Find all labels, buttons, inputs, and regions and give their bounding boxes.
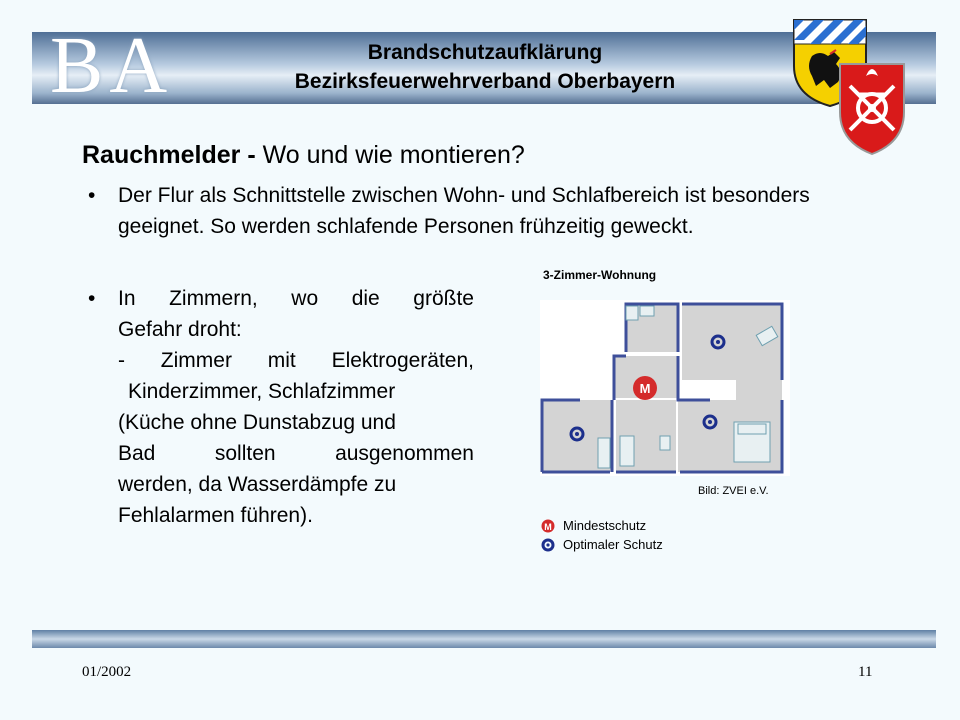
bullet-2-line: - Zimmer mit Elektrogeräten, — [118, 349, 474, 372]
slide-heading-rest: Wo und wie montieren? — [255, 141, 525, 169]
header-title — [200, 38, 770, 96]
minimum-marker-letter: M — [544, 521, 552, 532]
bullet-dot: • — [88, 287, 96, 310]
minimum-marker-icon — [541, 519, 555, 533]
bullet-2-line: Fehlalarmen führen). — [118, 504, 313, 527]
floorplan-label: 3-Zimmer-Wohnung — [543, 268, 657, 282]
optimal-marker-icon — [541, 538, 555, 552]
page-number: 11 — [858, 664, 873, 680]
bullet-1-text: Der Flur als Schnittstelle zwischen Wohn- und Schlafbereich ist besonders geeignet. So werden schlafende Personen frühzeitig geweckt. — [118, 184, 810, 238]
header-title-line2: Bezirksfeuerwehrverband Oberbayern — [294, 70, 676, 93]
footer-date: 01/2002 — [82, 664, 132, 680]
fire-brigade-emblem-icon — [836, 58, 908, 156]
legend-optimal-label: Optimaler Schutz — [563, 537, 663, 552]
slide-heading — [82, 141, 525, 170]
bullet-dot: • — [88, 184, 96, 207]
bullet-2-line: Bad sollten ausgenommen — [118, 442, 474, 465]
floorplan-image — [540, 300, 790, 476]
marker-minimum — [633, 376, 657, 400]
image-credit: Bild: ZVEI e.V. — [698, 485, 769, 497]
ba-logo: BA — [50, 22, 174, 110]
legend — [541, 516, 663, 554]
marker-minimum-letter: M — [639, 381, 651, 396]
bullet-2-line: In Zimmern, wo die größte — [118, 287, 474, 310]
slide-heading-bold: Rauchmelder - — [82, 141, 256, 169]
legend-minimum-label: Mindestschutz — [563, 518, 647, 533]
bullet-2-line: werden, da Wasserdämpfe zu — [118, 473, 397, 496]
bullet-2-line: Kinderzimmer, Schlafzimmer — [128, 380, 396, 403]
bullet-2-line: (Küche ohne Dunstabzug und — [118, 411, 396, 434]
header-title-line1: Brandschutzaufklärung — [367, 41, 603, 64]
bullet-1 — [88, 180, 878, 242]
footer-band — [32, 630, 936, 648]
legend-item-optimal — [541, 535, 663, 554]
bullet-2-line: Gefahr droht: — [118, 318, 242, 341]
legend-item-minimum — [541, 516, 663, 535]
bullet-2 — [88, 283, 474, 531]
